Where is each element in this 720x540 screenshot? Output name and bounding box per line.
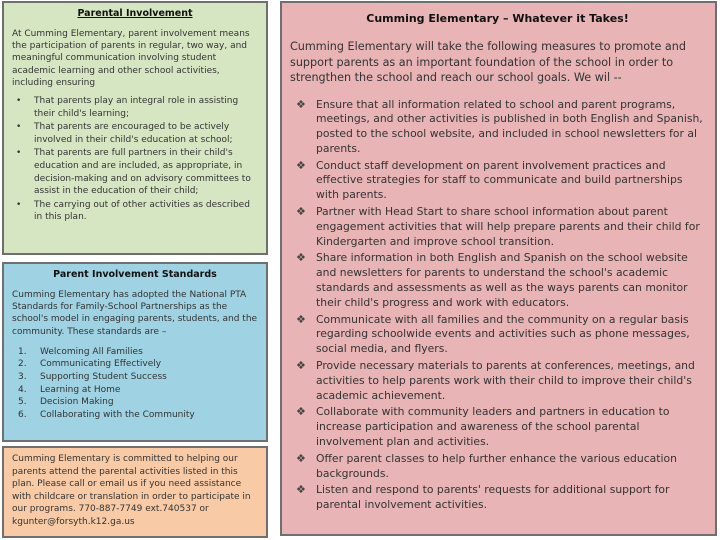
standards-title: Parent Involvement Standards <box>53 269 217 280</box>
list-item: ❖ Partner with Head Start to share school information about parent engagement activities that will help prepare parents and their child for Kindergarten and improve school transition. <box>296 205 700 248</box>
list-item: ❖ Share information in both English and Spanish on the school website and newsletters for parents to understand the school's academic standards and assessments as well as the ways parents can monitor their child's progress and work with educators. <box>296 251 688 309</box>
measures-panel <box>280 1 717 536</box>
list-item: • That parents play an integral role in assisting their child's learning; <box>16 96 239 119</box>
list-item: ❖ Offer parent classes to help further enhance the various education backgrounds. <box>296 451 677 480</box>
list-item: ❖ Ensure that all information related to school and parent programs, meetings, and other activities is published in both English and Spanish, posted to the school website, and included in school newsletters for al parents. <box>296 97 703 155</box>
contact-text: Cumming Elementary is committed to helping our parents attend the parental activities listed in this plan. Please call or email us if you need assistance with childcare or translation in order to participate in our programs. 770-887-7749 ext.740537 or kgunter@forsyth.k12.ga.us <box>12 454 251 527</box>
diamond-bullet-icon: ❖ <box>296 359 306 373</box>
diamond-bullet-icon: ❖ <box>296 158 306 172</box>
diamond-bullet-icon: ❖ <box>296 251 306 265</box>
diamond-bullet-icon: ❖ <box>296 451 306 465</box>
list-item: • That parents are full partners in their child's education and are included, as appropriate, in decision-making and on advisory committees to assist in the education of their child; <box>16 148 251 197</box>
diamond-bullet-icon: ❖ <box>296 205 306 219</box>
standards-panel <box>2 262 268 442</box>
standards-list <box>12 346 258 422</box>
list-item: 1. Welcoming All Families <box>18 346 143 357</box>
list-item: 5. Decision Making <box>18 397 114 408</box>
dot-bullet-icon: • <box>16 96 22 107</box>
list-item: 6. Collaborating with the Community <box>18 409 195 420</box>
diamond-bullet-icon: ❖ <box>296 312 306 326</box>
list-item: ❖ Listen and respond to parents' requests for additional support for parental involvement activities. <box>296 483 670 512</box>
diamond-bullet-icon: ❖ <box>296 97 306 111</box>
list-item: ❖ Conduct staff development on parent involvement practices and effective strategies for staff to communicate and build partnerships with parents. <box>296 158 683 202</box>
dot-bullet-icon: • <box>16 148 22 159</box>
list-item: ❖ Collaborate with community leaders and partners in education to increase participation and awareness of the school parental involvement plan and activities. <box>296 405 670 449</box>
measures-title: Cumming Elementary – Whatever it Takes! <box>366 12 629 25</box>
list-item: ❖ Provide necessary materials to parents at conferences, meetings, and activities to help parents work with their child to improve their child's academic achievement. <box>296 359 695 402</box>
measures-list <box>290 98 705 514</box>
measures-intro: Cumming Elementary will take the following measures to promote and support parents as an important foundation of the school in order to strengthen the school and reach our school goals. We wil -- <box>290 40 686 84</box>
parental-involvement-intro: At Cumming Elementary, parent involvement means the participation of parents in regular, two way, and meaningful communication involving student academic learning and other school activities, including ensuring <box>12 29 250 88</box>
contact-panel <box>2 446 268 538</box>
diamond-bullet-icon: ❖ <box>296 405 306 419</box>
diamond-bullet-icon: ❖ <box>296 483 306 497</box>
list-item: 2. Communicating Effectively <box>18 359 162 370</box>
list-item: • That parents are encouraged to be actively involved in their child's education at school; <box>16 122 233 145</box>
list-item: 4. Learning at Home <box>18 384 121 395</box>
list-item: 3. Supporting Student Success <box>18 372 167 382</box>
standards-intro: Cumming Elementary has adopted the National PTA Standards for Family-School Partnerships as the school's model in engaging parents, students, and the community. These standards are – <box>12 290 258 337</box>
list-item: • The carrying out of other activities as described in this plan. <box>16 199 250 223</box>
parental-involvement-title: Parental Involvement <box>77 8 193 19</box>
dot-bullet-icon: • <box>16 122 22 133</box>
parental-involvement-list <box>12 95 258 224</box>
list-item: ❖ Communicate with all families and the community on a regular basis regarding schoolwide events and activities such as phone messages, social media, and flyers. <box>296 312 690 356</box>
dot-bullet-icon: • <box>16 199 22 210</box>
parental-involvement-panel <box>2 1 268 255</box>
